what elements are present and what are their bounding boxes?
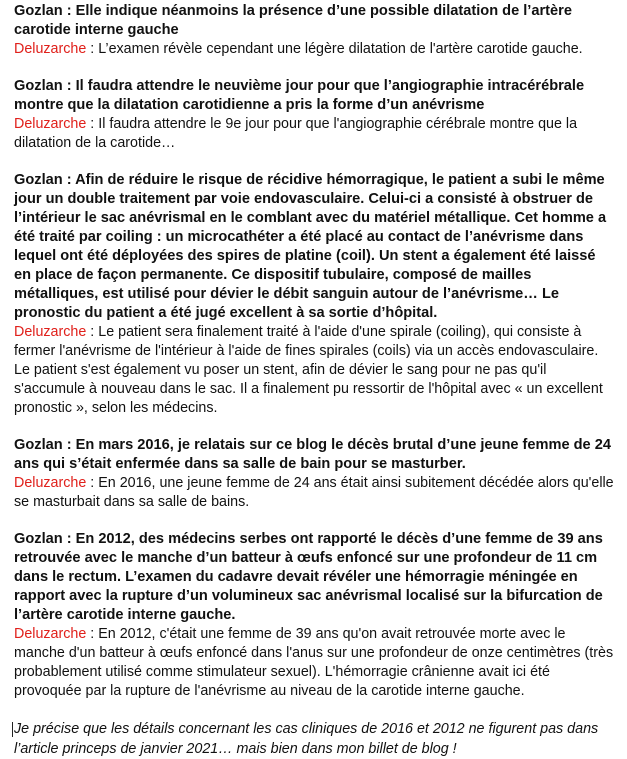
deluzarche-quote [14, 115, 615, 153]
gozlan-quote: Gozlan : Elle indique néanmoins la présence d’une possible dilatation de l’artère carotide interne gauche [14, 3, 572, 38]
closing-note[interactable] [14, 719, 615, 759]
deluzarche-name: Deluzarche [14, 475, 87, 491]
comparison-block-4 [14, 436, 615, 512]
comparison-block-2 [14, 77, 615, 153]
closing-note-text: Je précise que les détails concernant les cas cliniques de 2016 et 2012 ne figurent pas dans l’article princeps de janvier 2021… mais bien dans mon billet de blog ! [14, 721, 599, 757]
deluzarche-name: Deluzarche [14, 324, 87, 340]
comparison-block-3 [14, 171, 615, 418]
deluzarche-quote [14, 625, 615, 701]
deluzarche-name: Deluzarche [14, 626, 87, 642]
comparison-block-1 [14, 2, 615, 59]
gozlan-quote: Gozlan : En 2012, des médecins serbes ont rapporté le décès d’une femme de 39 ans retrouvée avec le manche d’un batteur à œufs enfoncé sur une profondeur de 11 cm dans le rectum. L’examen du cadavre devait révéler une hémorragie méningée en rapport avec la rupture d’un volumineux sac anévrismal localisé sur la bifurcation de l’artère carotide interne gauche. [14, 531, 603, 623]
deluzarche-quote [14, 40, 615, 59]
deluzarche-quote [14, 323, 615, 418]
gozlan-quote: Gozlan : Afin de réduire le risque de récidive hémorragique, le patient a subi le même jour un double traitement par voie endovasculaire. Celui-ci a consisté à obstruer de l’intérieur le sac anévrismal en le comblant avec du matériel métallique. Cet homme a été traité par coiling : un microcathéter a été placé au contact de l’anévrisme dans lequel ont été déployées des spires de platine (coil). Un stent a également été laissé en place de façon permanente. Ce dispositif tubulaire, composé de mailles métalliques, est utilisé pour dévier le débit sanguin autour de l’anévrisme… Le pronostic du patient a été jugé excellent à sa sortie d’hôpital. [14, 172, 607, 321]
gozlan-quote: Gozlan : En mars 2016, je relatais sur ce blog le décès brutal d’une jeune femme de 24 ans qui s’était enfermée dans sa salle de bain pour se masturber. [14, 437, 611, 472]
gozlan-quote: Gozlan : Il faudra attendre le neuvième jour pour que l’angiographie intracérébrale montre que la dilatation carotidienne a pris la forme d’un anévrisme [14, 78, 585, 113]
deluzarche-text: : En 2012, c'était une femme de 39 ans qu'on avait retrouvée morte avec le manche d'un batteur à œufs enfoncé dans l'anus sur une profondeur de onze centimètres (très probablement utilisé comme stimulateur sexuel). L'hémorragie crânienne avait ici été provoquée par la rupture de l'anévrisme au niveau de la carotide interne gauche. [14, 626, 614, 699]
deluzarche-text: : Le patient sera finalement traité à l'aide d'une spirale (coiling), qui consiste à fermer l'anévrisme de l'intérieur à l'aide de fines spirales (coils) via un accès endovasculaire. Le patient s'est également vu poser un stent, afin de dévier le sang pour ne pas qu'il s'accumule à nouveau dans le sac. Il a finalement pu ressortir de l'hôpital avec « un excellent pronostic », selon les médecins. [14, 324, 603, 416]
comparison-block-5 [14, 530, 615, 701]
deluzarche-text: : Il faudra attendre le 9e jour pour que l'angiographie cérébrale montre que la dilatation de la carotide… [14, 116, 578, 151]
text-cursor [12, 722, 13, 737]
deluzarche-name: Deluzarche [14, 41, 87, 57]
deluzarche-text: : L’examen révèle cependant une légère dilatation de l'artère carotide gauche. [86, 41, 583, 57]
deluzarche-name: Deluzarche [14, 116, 87, 132]
deluzarche-quote [14, 474, 615, 512]
deluzarche-text: : En 2016, une jeune femme de 24 ans était ainsi subitement décédée alors qu'elle se masturbait dans sa salle de bains. [14, 475, 614, 510]
